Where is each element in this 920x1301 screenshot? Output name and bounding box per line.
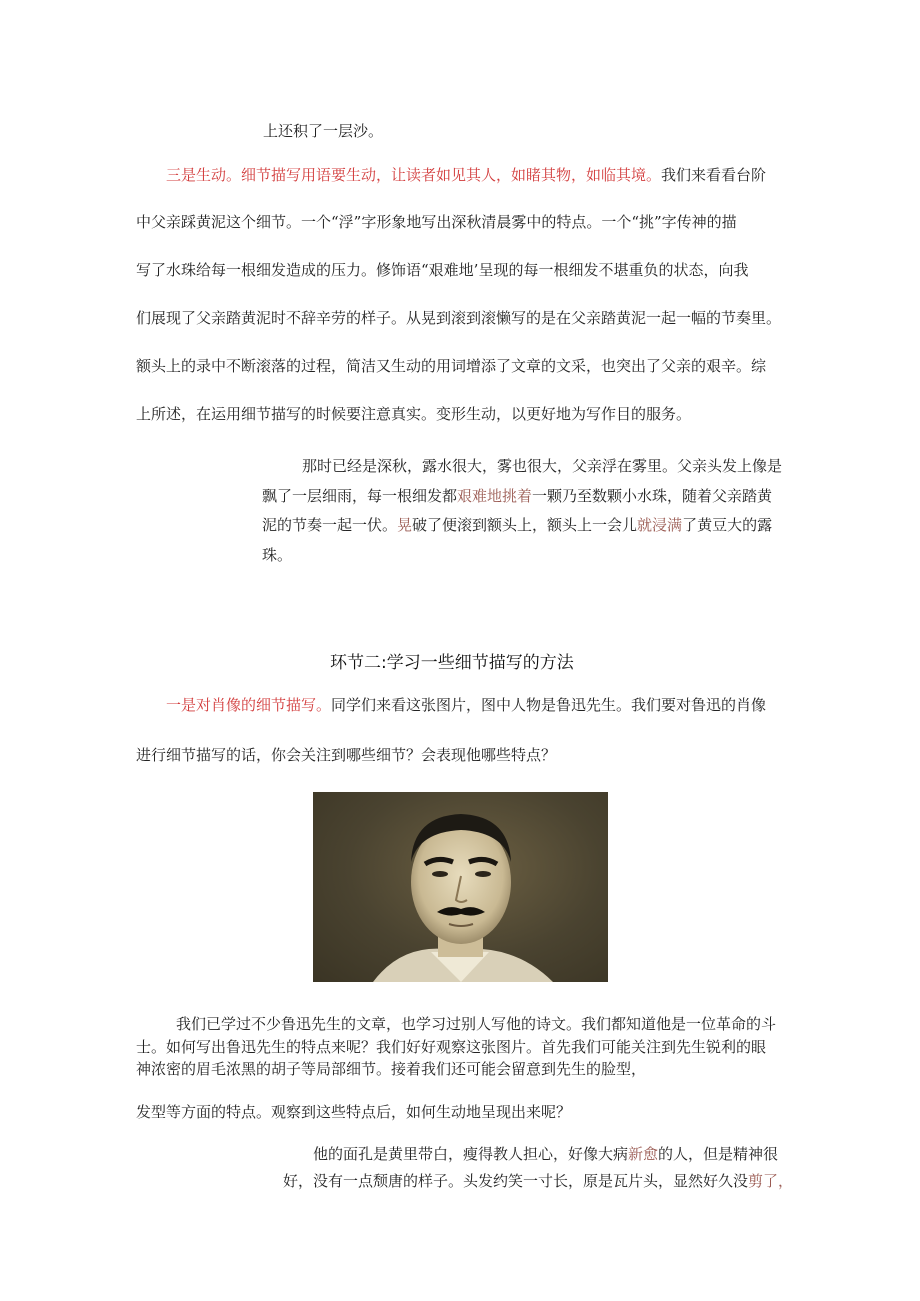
highlight-text: 就浸满 xyxy=(637,516,683,534)
text-line: 额头上的录中不断滚落的过程，简洁又生动的用词增添了文章的文采，也突出了父亲的艰辛。综 xyxy=(136,357,767,375)
text-line: 写了水珠给每一根细发造成的压力。修饰语“艰难地’呈现的每一根细发不堪重负的状态，向我 xyxy=(136,261,749,279)
quote-line: 那时已经是深秋，露水很大，雾也很大，父亲浮在雾里。父亲头发上像是 xyxy=(302,457,783,475)
quote-text: 泥的节奏一起一伏。 xyxy=(262,516,398,534)
quote-line xyxy=(262,514,772,535)
body-text: 我们来看看台阶 xyxy=(661,166,767,184)
quote-text: 好，没有一点颓唐的样子。头发约笑一寸长，原是瓦片头，显然好久没 xyxy=(283,1172,749,1190)
highlight-text: 一是对肖像的细节描写。 xyxy=(166,696,332,714)
quote-text: 了黄豆大的露 xyxy=(682,516,773,534)
quote-text: 一颗乃至数颗小水珠，随着父亲踏黄 xyxy=(532,487,773,505)
highlight-text: 新愈 xyxy=(628,1145,659,1163)
text-line: 中父亲踩黄泥这个细节。一个“浮”字形象地写出深秋清晨雾中的特点。一个“挑”字传神的描 xyxy=(136,213,737,231)
quote-line xyxy=(262,485,772,506)
text-line: 上所述，在运用细节描写的时候要注意真实。变形生动，以更好地为写作目的服务。 xyxy=(136,405,692,423)
quote-text: 飘了一层细雨，每一根细发都 xyxy=(262,487,458,505)
highlight-text: 艰难地挑着 xyxy=(457,487,533,505)
text-line: 神浓密的眉毛浓黑的胡子等局部细节。接着我们还可能会留意到先生的脸型， xyxy=(136,1060,647,1078)
body-text: 同学们来看这张图片，图中人物是鲁迅先生。我们要对鲁迅的肖像 xyxy=(331,696,767,714)
text-line xyxy=(166,164,766,185)
quote-text: 他的面孔是黄里带白，瘦得教人担心，好像大病 xyxy=(313,1145,629,1163)
text-line: 士。如何写出鲁迅先生的特点来呢？我们好好观察这张图片。首先我们可能关注到先生锐利的眼 xyxy=(136,1038,767,1056)
quote-line xyxy=(313,1143,778,1164)
quote-line xyxy=(283,1170,793,1191)
text-line: 们展现了父亲踏黄泥时不辞辛劳的样子。从晃到滚到滚懒写的是在父亲踏黄泥一起一幅的节奏里。 xyxy=(136,309,782,327)
text-line: 发型等方面的特点。观察到这些特点后，如何生动地呈现出来呢？ xyxy=(136,1103,572,1121)
highlight-text: 剪了， xyxy=(748,1172,794,1190)
highlight-text: 晃 xyxy=(397,516,413,534)
portrait-illustration xyxy=(313,792,608,982)
quote-text: 破了便滚到额头上，额头上一会儿 xyxy=(412,516,638,534)
text-line: 上还积了一层沙。 xyxy=(263,122,384,140)
section-heading: 环节二:学习一些细节描写的方法 xyxy=(330,653,574,673)
text-line: 进行细节描写的话，你会关注到哪些细节？会表现他哪些特点？ xyxy=(136,746,557,764)
quote-text: 的人，但是精神很 xyxy=(658,1145,779,1163)
text-line xyxy=(166,694,766,715)
text-line: 我们已学过不少鲁迅先生的文章，也学习过别人写他的诗文。我们都知道他是一位革命的斗 xyxy=(176,1015,777,1033)
quote-line: 珠。 xyxy=(262,546,293,564)
highlight-text: 三是生动。细节描写用语要生动，让读者如见其人，如睹其物，如临其境。 xyxy=(166,166,662,184)
portrait-photo xyxy=(313,792,608,982)
